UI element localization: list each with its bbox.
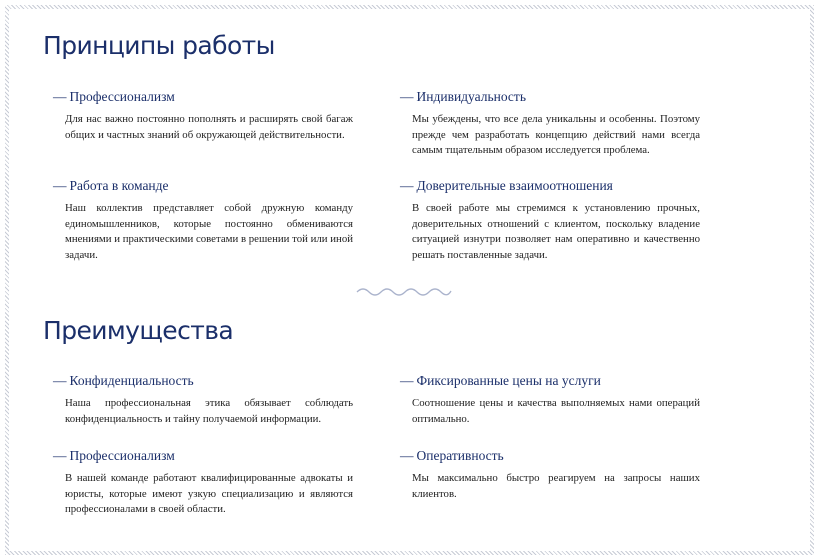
principle-item-title: [400, 89, 700, 105]
advantage-item-title-text: Фиксированные цены на услуги: [416, 373, 601, 388]
advantage-item-title: [400, 373, 700, 389]
principle-item-text: Наш коллектив представляет собой дружную команду единомышленников, которые постоянно обмениваются мнениями и практическими советами в решении той или иной задачи.: [65, 202, 353, 261]
principle-item-text: В своей работе мы стремимся к установлению прочных, доверительных отношений с клиентом, поскольку владение ситуацией изнутри позволяет нам оперативно и качественно решать поставленные задачи.: [412, 202, 700, 261]
principle-item-text: Для нас важно постоянно пополнять и расширять свой багаж общих и частных знаний об окружающей действительности.: [65, 113, 353, 141]
dash-mark: —: [400, 89, 414, 104]
dash-mark: —: [400, 178, 414, 193]
advantage-item-title-text: Профессионализм: [69, 448, 175, 463]
principle-item-title: [53, 89, 353, 105]
advantage-item-title-text: Конфиденциальность: [69, 373, 194, 388]
advantage-item-title-text: Оперативность: [416, 448, 504, 463]
principle-item: [53, 178, 353, 263]
dash-mark: —: [400, 448, 414, 463]
advantage-item-title: [53, 373, 353, 389]
advantage-item-title: [400, 448, 700, 464]
advantage-item: [400, 448, 700, 502]
principles-title: Принципы работы: [43, 31, 275, 60]
principle-item-title: [53, 178, 353, 194]
principle-item-title-text: Индивидуальность: [416, 89, 526, 104]
principle-item: [53, 89, 353, 143]
advantage-item-text: Мы максимально быстро реагируем на запросы наших клиентов.: [412, 472, 700, 500]
wave-divider-icon: [355, 284, 453, 298]
advantage-item: [53, 448, 353, 518]
principle-item-title: [400, 178, 700, 194]
advantage-item: [53, 373, 353, 427]
advantage-item-text: В нашей команде работают квалифицированные адвокаты и юристы, которые имеют узкую специализацию и являются профессионалами в своей области.: [65, 472, 353, 515]
dash-mark: —: [53, 89, 67, 104]
principle-item-title-text: Профессионализм: [69, 89, 175, 104]
advantage-item-title: [53, 448, 353, 464]
dash-mark: —: [53, 448, 67, 463]
advantage-item: [400, 373, 700, 427]
advantage-item-text: Наша профессиональная этика обязывает соблюдать конфиденциальность и тайну получаемой информации.: [65, 397, 353, 425]
dash-mark: —: [53, 178, 67, 193]
advantage-item-text: Соотношение цены и качества выполняемых нами операций оптимально.: [412, 397, 700, 425]
dash-mark: —: [53, 373, 67, 388]
principle-item-title-text: Работа в команде: [69, 178, 169, 193]
principle-item-title-text: Доверительные взаимоотношения: [416, 178, 613, 193]
advantages-title: Преимущества: [43, 316, 234, 345]
principle-item: [400, 178, 700, 263]
dash-mark: —: [400, 373, 414, 388]
principle-item-text: Мы убеждены, что все дела уникальны и особенны. Поэтому прежде чем разработать концепцию действий нами всегда самым тщательным образом исследуется проблема.: [412, 113, 700, 156]
principle-item: [400, 89, 700, 159]
